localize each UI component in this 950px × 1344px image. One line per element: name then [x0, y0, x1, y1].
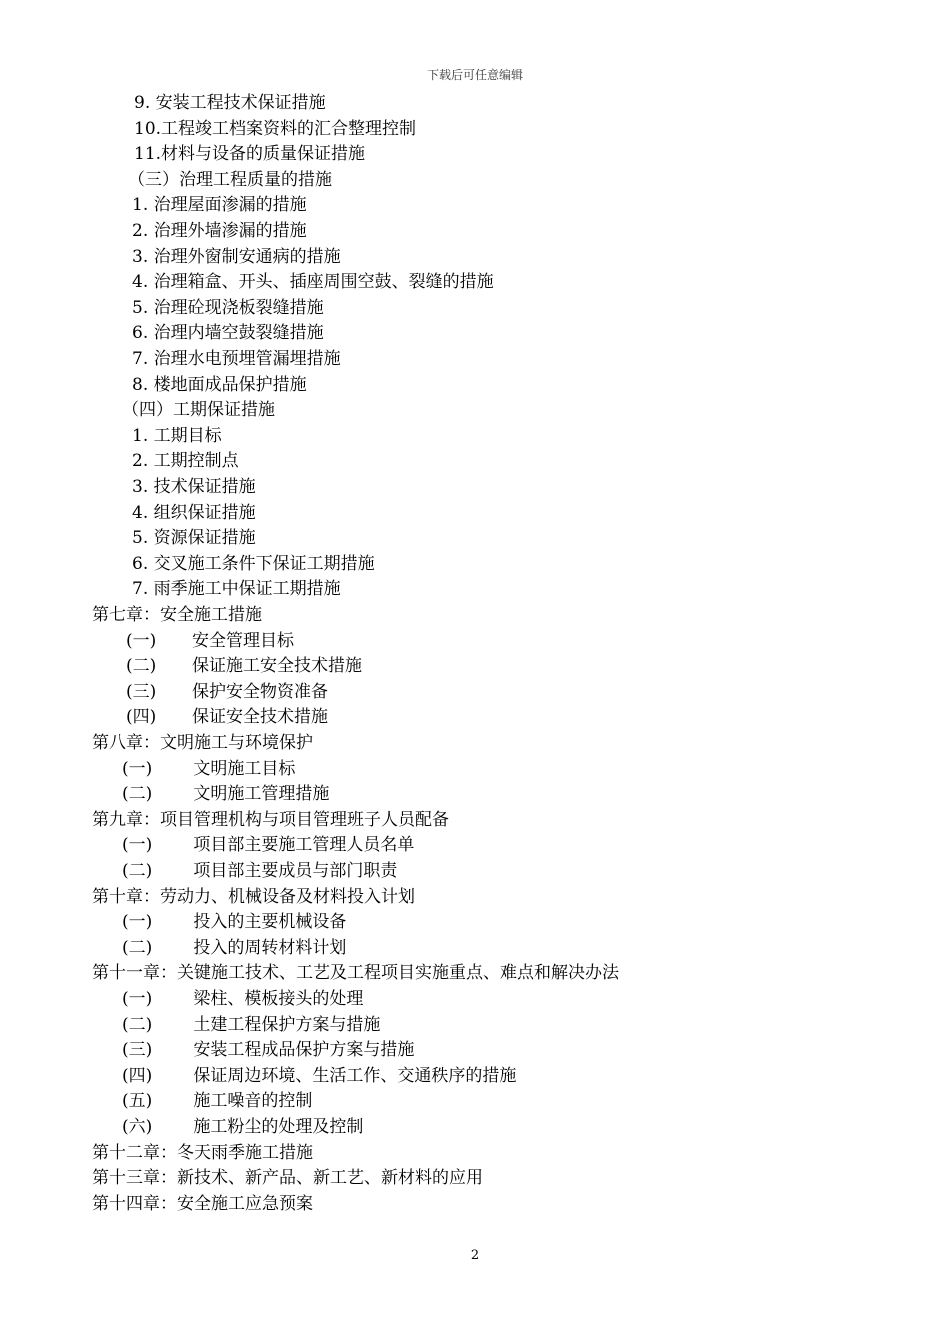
entry-number: (二) — [122, 861, 153, 881]
toc-entry — [134, 91, 326, 116]
toc-entry — [122, 1013, 380, 1038]
entry-text: 雨季施工中保证工期措施 — [148, 579, 341, 600]
toc-entry — [132, 449, 239, 474]
toc-entry — [132, 552, 375, 577]
entry-text: 投入的周转材料计划 — [188, 937, 347, 958]
toc-entry — [132, 501, 256, 526]
chapter-entry — [92, 731, 313, 756]
entry-text: 第十章：劳动力、机械设备及材料投入计划 — [92, 886, 415, 907]
chapter-entry — [92, 1166, 483, 1191]
entry-number: 7. — [132, 579, 149, 600]
toc-entry — [122, 398, 275, 423]
entry-text: 治理外墙渗漏的措施 — [148, 221, 307, 241]
toc-entry — [126, 654, 362, 679]
page-header: 下载后可任意编辑 — [426, 68, 523, 82]
entry-number: (一) — [122, 912, 153, 933]
toc-entry — [122, 859, 397, 884]
chapter-entry — [92, 1192, 313, 1217]
entry-text: 治理屋面渗漏的措施 — [148, 195, 307, 216]
entry-number: 8. — [132, 374, 149, 395]
entry-text: 项目部主要施工管理人员名单 — [188, 835, 415, 856]
entry-text: 资源保证措施 — [148, 528, 256, 549]
entry-number: 6. — [132, 323, 149, 344]
entry-number: 1. — [132, 195, 149, 216]
entry-number: (三) — [126, 681, 157, 702]
toc-entry — [122, 1038, 414, 1063]
toc-entry — [132, 321, 324, 346]
entry-number: 1. — [132, 425, 149, 446]
entry-number: (二) — [126, 656, 157, 677]
entry-text: 工期控制点 — [148, 451, 239, 472]
entry-number: (六) — [122, 1117, 153, 1137]
entry-number: 4. — [132, 272, 149, 293]
entry-number: 3. — [132, 477, 149, 497]
entry-number: (一) — [122, 835, 153, 856]
toc-entry — [132, 577, 341, 602]
toc-entry — [122, 757, 295, 782]
chapter-entry — [92, 1141, 313, 1166]
entry-number: 10. — [134, 118, 162, 139]
entry-text: 第八章：文明施工与环境保护 — [92, 733, 313, 753]
toc-entry — [122, 910, 346, 935]
entry-text: 第十四章：安全施工应急预案 — [92, 1193, 313, 1214]
entry-number: 7. — [132, 349, 149, 369]
chapter-entry — [92, 808, 449, 833]
chapter-entry — [92, 961, 619, 986]
entry-number: 11. — [134, 144, 162, 165]
toc-entry — [128, 168, 332, 193]
entry-text: 工程竣工档案资料的汇合整理控制 — [161, 118, 417, 139]
toc-entry — [132, 296, 324, 321]
toc-entry — [122, 1064, 516, 1089]
toc-entry — [126, 705, 328, 730]
entry-number: 3. — [132, 246, 149, 267]
toc-entry — [122, 782, 329, 807]
entry-text: 交叉施工条件下保证工期措施 — [148, 553, 375, 574]
entry-number: 2. — [132, 451, 149, 472]
entry-text: 第十二章：冬天雨季施工措施 — [92, 1142, 313, 1163]
entry-text: 保护安全物资准备 — [192, 681, 328, 702]
toc-entry — [122, 833, 414, 858]
toc-entry — [132, 219, 307, 244]
entry-text: 材料与设备的质量保证措施 — [161, 144, 366, 165]
entry-text: 治理外窗制安通病的措施 — [148, 246, 341, 267]
entry-text: 组织保证措施 — [148, 502, 256, 523]
entry-text: 治理内墙空鼓裂缝措施 — [148, 323, 324, 344]
toc-entry — [126, 629, 294, 654]
entry-text: 保证安全技术措施 — [192, 707, 328, 728]
entry-number: (三) — [122, 1040, 153, 1061]
entry-number: 4. — [132, 502, 149, 523]
entry-number: 2. — [132, 221, 149, 241]
entry-text: 土建工程保护方案与措施 — [188, 1014, 381, 1035]
entry-text: 安装工程成品保护方案与措施 — [188, 1040, 415, 1061]
toc-entry — [132, 475, 256, 500]
toc-entry — [122, 1089, 312, 1114]
page-number: 2 — [470, 1248, 480, 1263]
entry-text: 施工粉尘的处理及控制 — [188, 1117, 364, 1137]
entry-text: 保证施工安全技术措施 — [192, 656, 362, 677]
chapter-entry — [92, 603, 262, 628]
toc-entry — [132, 193, 307, 218]
entry-text: 第十三章：新技术、新产品、新工艺、新材料的应用 — [92, 1168, 483, 1189]
toc-entry — [132, 270, 494, 295]
chapter-entry — [92, 885, 415, 910]
toc-entry — [132, 347, 341, 372]
entry-text: 治理水电预埋管漏埋措施 — [148, 349, 341, 369]
entry-text: 文明施工目标 — [188, 758, 296, 779]
entry-text: 第九章：项目管理机构与项目管理班子人员配备 — [92, 809, 449, 830]
entry-number: (一) — [122, 758, 153, 779]
toc-entry — [132, 424, 222, 449]
entry-number: 5. — [132, 528, 149, 549]
entry-number: (四) — [126, 707, 157, 728]
entry-text: 梁柱、模板接头的处理 — [188, 989, 364, 1009]
entry-number: 6. — [132, 553, 149, 574]
entry-number: (二) — [122, 937, 153, 958]
entry-text: 投入的主要机械设备 — [188, 912, 347, 933]
entry-text: 第七章：安全施工措施 — [92, 605, 262, 625]
toc-entry — [122, 936, 346, 961]
toc-entry — [132, 526, 256, 551]
entry-text: 保证周边环境、生活工作、交通秩序的措施 — [188, 1065, 517, 1086]
entry-text: 第十一章：关键施工技术、工艺及工程项目实施重点、难点和解决办法 — [92, 963, 619, 984]
entry-number: (一) — [122, 989, 153, 1009]
toc-entry — [132, 373, 307, 398]
toc-entry — [134, 117, 416, 142]
entry-number: (二) — [122, 784, 153, 805]
entry-number: (四) — [122, 1065, 153, 1086]
toc-entry — [132, 245, 341, 270]
toc-entry — [122, 987, 363, 1012]
toc-entry — [122, 1115, 363, 1140]
entry-text: 文明施工管理措施 — [188, 784, 330, 805]
entry-number: 9. — [134, 93, 151, 113]
entry-text: （三）治理工程质量的措施 — [128, 169, 332, 190]
entry-number: (一) — [126, 630, 157, 651]
entry-text: 楼地面成品保护措施 — [148, 374, 307, 395]
entry-number: (五) — [122, 1091, 153, 1112]
entry-number: 5. — [132, 297, 149, 318]
entry-text: 治理砼现浇板裂缝措施 — [148, 297, 324, 318]
entry-text: 技术保证措施 — [148, 477, 256, 497]
toc-entry — [134, 142, 365, 167]
entry-number: (二) — [122, 1014, 153, 1035]
entry-text: 治理箱盒、开头、插座周围空鼓、裂缝的措施 — [148, 272, 494, 293]
entry-text: 施工噪音的控制 — [188, 1091, 313, 1112]
entry-text: 安全管理目标 — [192, 630, 294, 651]
entry-text: （四）工期保证措施 — [122, 400, 275, 421]
entry-text: 工期目标 — [148, 425, 222, 446]
toc-entry — [126, 680, 328, 705]
entry-text: 安装工程技术保证措施 — [150, 93, 326, 113]
entry-text: 项目部主要成员与部门职责 — [188, 861, 398, 881]
